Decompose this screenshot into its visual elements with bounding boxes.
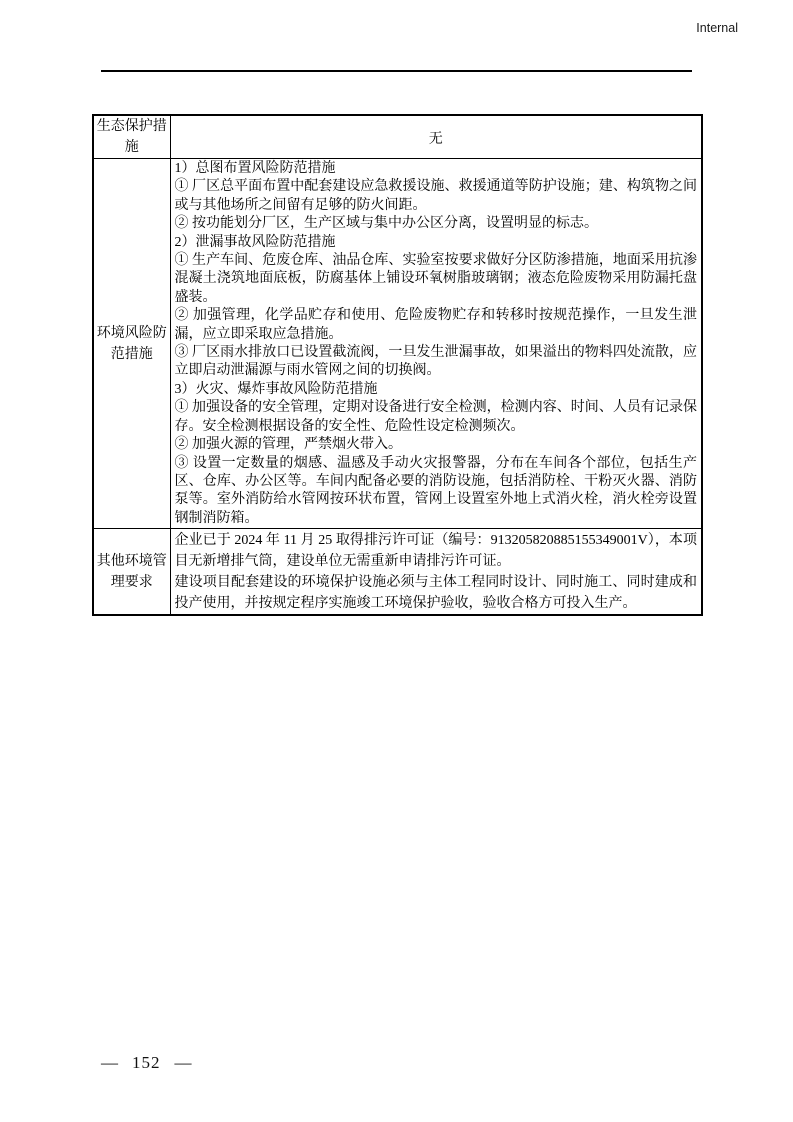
paragraph: ① 生产车间、危废仓库、油品仓库、实验室按要求做好分区防渗措施，地面采用抗渗混凝土浇筑地面底板，防腐基体上铺设环氧树脂玻璃钢；液态危险废物采用防漏托盘盛装。 (174, 253, 697, 305)
paragraph: 建设项目配套建设的环境保护设施必须与主体工程同时设计、同时施工、同时建成和投产使用，并按规定程序实施竣工环境保护验收，验收合格方可投入生产。 (174, 575, 697, 612)
row-label-eco-protection: 生态保护措施 (93, 115, 170, 159)
environmental-measures-table (92, 114, 703, 616)
paragraph: ② 加强管理，化学品贮存和使用、危险废物贮存和转移时按规范操作，一旦发生泄漏，应立即采取应急措施。 (174, 308, 697, 342)
row-label-risk-prevention: 环境风险防范措施 (93, 159, 170, 529)
paragraph: ② 加强火源的管理，严禁烟火带入。 (174, 437, 402, 453)
header-rule (101, 70, 692, 72)
page-number-dash-left: — (101, 1053, 118, 1072)
paragraph: ① 厂区总平面布置中配套建设应急救援设施、救援通道等防护设施；建、构筑物之间或与其他场所之间留有足够的防火间距。 (174, 179, 697, 213)
paragraph: 2）泄漏事故风险防范措施 (174, 234, 336, 250)
internal-classification-label: Internal (696, 21, 738, 35)
paragraph: ② 按功能划分厂区，生产区域与集中办公区分离，设置明显的标志。 (174, 216, 598, 232)
page-number (101, 1053, 192, 1073)
paragraph: 企业已于 2024 年 11 月 25 取得排污许可证（编号：913205820885155349001V），本项目无新增排气筒，建设单位无需重新申请排污许可证。 (174, 533, 697, 570)
paragraph: ③ 设置一定数量的烟感、温感及手动火灾报警器，分布在车间各个部位，包括生产区、仓库、办公区等。车间内配备必要的消防设施，包括消防栓、干粉灭火器、消防泵等。室外消防给水管网按环状布置，管网上设置室外地上式消火栓，消火栓旁设置钢制消防箱。 (174, 455, 697, 526)
paragraph: ③ 厂区雨水排放口已设置截流阀，一旦发生泄漏事故，如果溢出的物料四处流散，应立即启动泄漏源与雨水管网之间的切换阀。 (174, 345, 697, 379)
paragraph: 3）火灾、爆炸事故风险防范措施 (174, 381, 378, 397)
row-label-other-requirements: 其他环境管理要求 (93, 529, 170, 616)
table-row-other-requirements (93, 529, 702, 616)
page-number-value: 152 (132, 1053, 161, 1072)
row-content-eco-protection: 无 (170, 115, 702, 159)
row-content-other-requirements (170, 529, 702, 616)
table-row-eco-protection (93, 115, 702, 159)
row-content-risk-prevention (170, 159, 702, 529)
table-row-risk-prevention (93, 159, 702, 529)
paragraph: 1）总图布置风险防范措施 (174, 161, 336, 176)
paragraph: ① 加强设备的安全管理，定期对设备进行安全检测，检测内容、时间、人员有记录保存。安全检测根据设备的安全性、危险性设定检测频次。 (174, 400, 697, 434)
page-number-dash-right: — (174, 1053, 192, 1072)
